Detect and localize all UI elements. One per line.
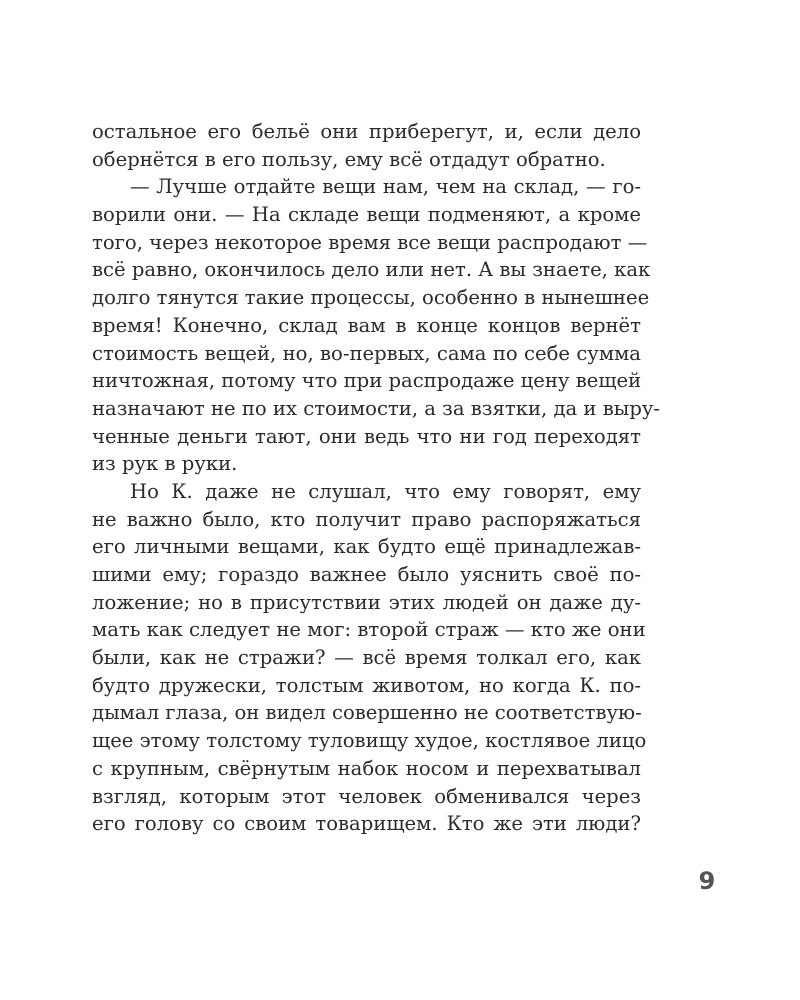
text-line: обернётся в его пользу, ему всё отдадут обратно.: [92, 147, 606, 171]
text-line: ложение; но в присутствии этих людей он даже ду-: [92, 590, 641, 614]
text-line: Но К. даже не слушал, что ему говорят, ему: [130, 479, 641, 503]
text-line: время! Конечно, склад вам в конце концов вернёт: [92, 313, 641, 337]
text-line: были, как не стражи? — всё время толкал его, как: [92, 646, 641, 670]
text-line: всё равно, окончилось дело или нет. А вы знаете, как: [92, 258, 651, 282]
text-line: с крупным, свёрнутым набок носом и перехватывал: [92, 756, 641, 780]
text-line: остальное его бельё они приберегут, и, если дело: [92, 120, 641, 143]
text-line: щее этому толстому туловищу худое, костлявое лицо: [92, 729, 647, 753]
text-line: из рук в руки.: [92, 452, 238, 476]
text-line: ченные деньги тают, они ведь что ни год переходят: [92, 424, 641, 448]
text-line: будто дружески, толстым животом, но когда К. по-: [92, 673, 641, 697]
text-line: — Лучше отдайте вещи нам, чем на склад, — го-: [130, 175, 641, 199]
text-line: ворили они. — На складе вещи подменяют, а кроме: [92, 203, 641, 227]
text-line: стоимость вещей, но, во-первых, сама по себе сумма: [92, 341, 641, 365]
text-line: шими ему; гораздо важнее было уяснить своё по-: [92, 563, 641, 586]
text-line: долго тянутся такие процессы, особенно в нынешнее: [92, 286, 650, 310]
text-line: назначают не по их стоимости, а за взятки, да и выру-: [92, 396, 661, 420]
text-line: не важно было, кто получит право распоряжаться: [92, 507, 641, 531]
text-line: взгляд, которым этот человек обменивался через: [92, 784, 641, 808]
body-text: [92, 118, 661, 838]
text-line: мать как следует не мог: второй страж — кто же они: [92, 618, 646, 642]
text-line: его личными вещами, как будто ещё принадлежав-: [92, 535, 641, 559]
text-line: его голову со своим товарищем. Кто же эти люди?: [92, 812, 641, 836]
text-line: ничтожная, потому что при распродаже цену вещей: [92, 369, 642, 393]
text-line: дымал глаза, он видел совершенно не соответствую-: [92, 701, 642, 725]
page-number: 9: [698, 867, 716, 895]
text-line: того, через некоторое время все вещи распродают —: [92, 230, 648, 254]
